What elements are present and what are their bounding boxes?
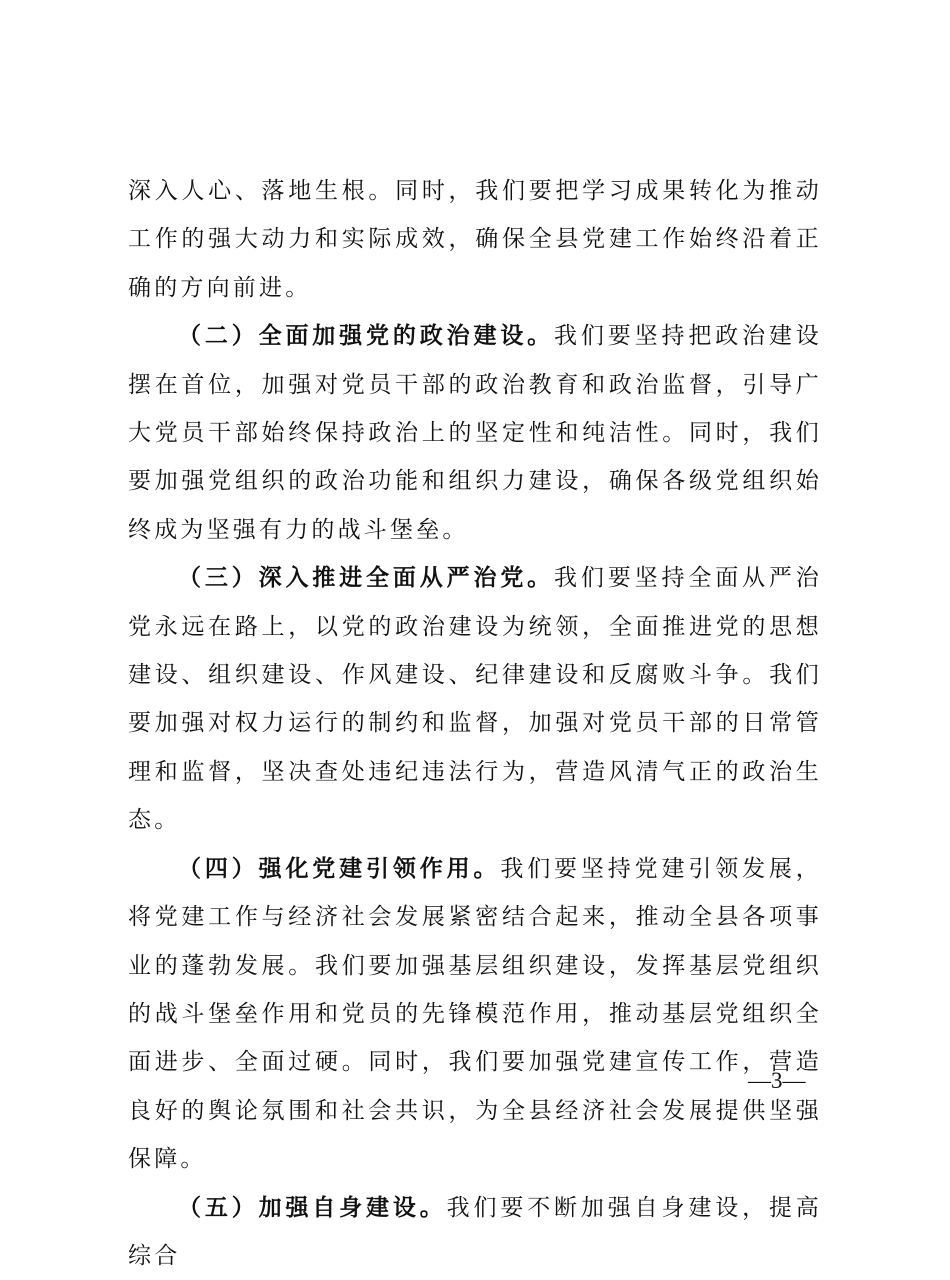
paragraph-text: 我们要不断加强自身建设，提高综合 <box>128 1194 822 1269</box>
section-heading: （二）全面加强党的政治建设。 <box>178 322 555 350</box>
paragraph-text: 我们要坚持把政治建设摆在首位，加强对党员干部的政治教育和政治监督，引导广大党员干部始终保持政治上的坚定性和纯洁性。同时，我们要加强党组织的政治功能和组织力建设，确保各级党组织始终成为坚强有力的战斗堡垒。 <box>128 323 822 543</box>
paragraph-section-5 <box>128 1184 822 1280</box>
paragraph-section-2 <box>128 312 822 554</box>
paragraph-text: 我们要坚持党建引领发展，将党建工作与经济社会发展紧密结合起来，推动全县各项事业的蓬勃发展。我们要加强基层组织建设，发挥基层党组织的战斗堡垒作用和党员的先锋模范作用，推动基层党组织全面进步、全面过硬。同时，我们要加强党建宣传工作，营造良好的舆论氛围和社会共识，为全县经济社会发展提供坚强保障。 <box>128 855 822 1173</box>
document-body <box>128 167 822 1280</box>
section-heading: （三）深入推进全面从严治党。 <box>178 564 555 592</box>
section-heading: （四）强化党建引领作用。 <box>178 854 501 882</box>
page-number: —3— <box>748 1068 806 1093</box>
section-heading: （五）加强自身建设。 <box>178 1193 447 1221</box>
paragraph-text: 我们要坚持全面从严治党永远在路上，以党的政治建设为统领，全面推进党的思想建设、组织建设、作风建设、纪律建设和反腐败斗争。我们要加强对权力运行的制约和监督，加强对党员干部的日常管理和监督，坚决查处违纪违法行为，营造风清气正的政治生态。 <box>128 565 822 834</box>
paragraph-section-3 <box>128 554 822 844</box>
paragraph-continuation <box>128 167 822 312</box>
paragraph-text: 深入人心、落地生根。同时，我们要把学习成果转化为推动工作的强大动力和实际成效，确保全县党建工作始终沿着正确的方向前进。 <box>128 178 822 301</box>
paragraph-section-4 <box>128 845 822 1184</box>
